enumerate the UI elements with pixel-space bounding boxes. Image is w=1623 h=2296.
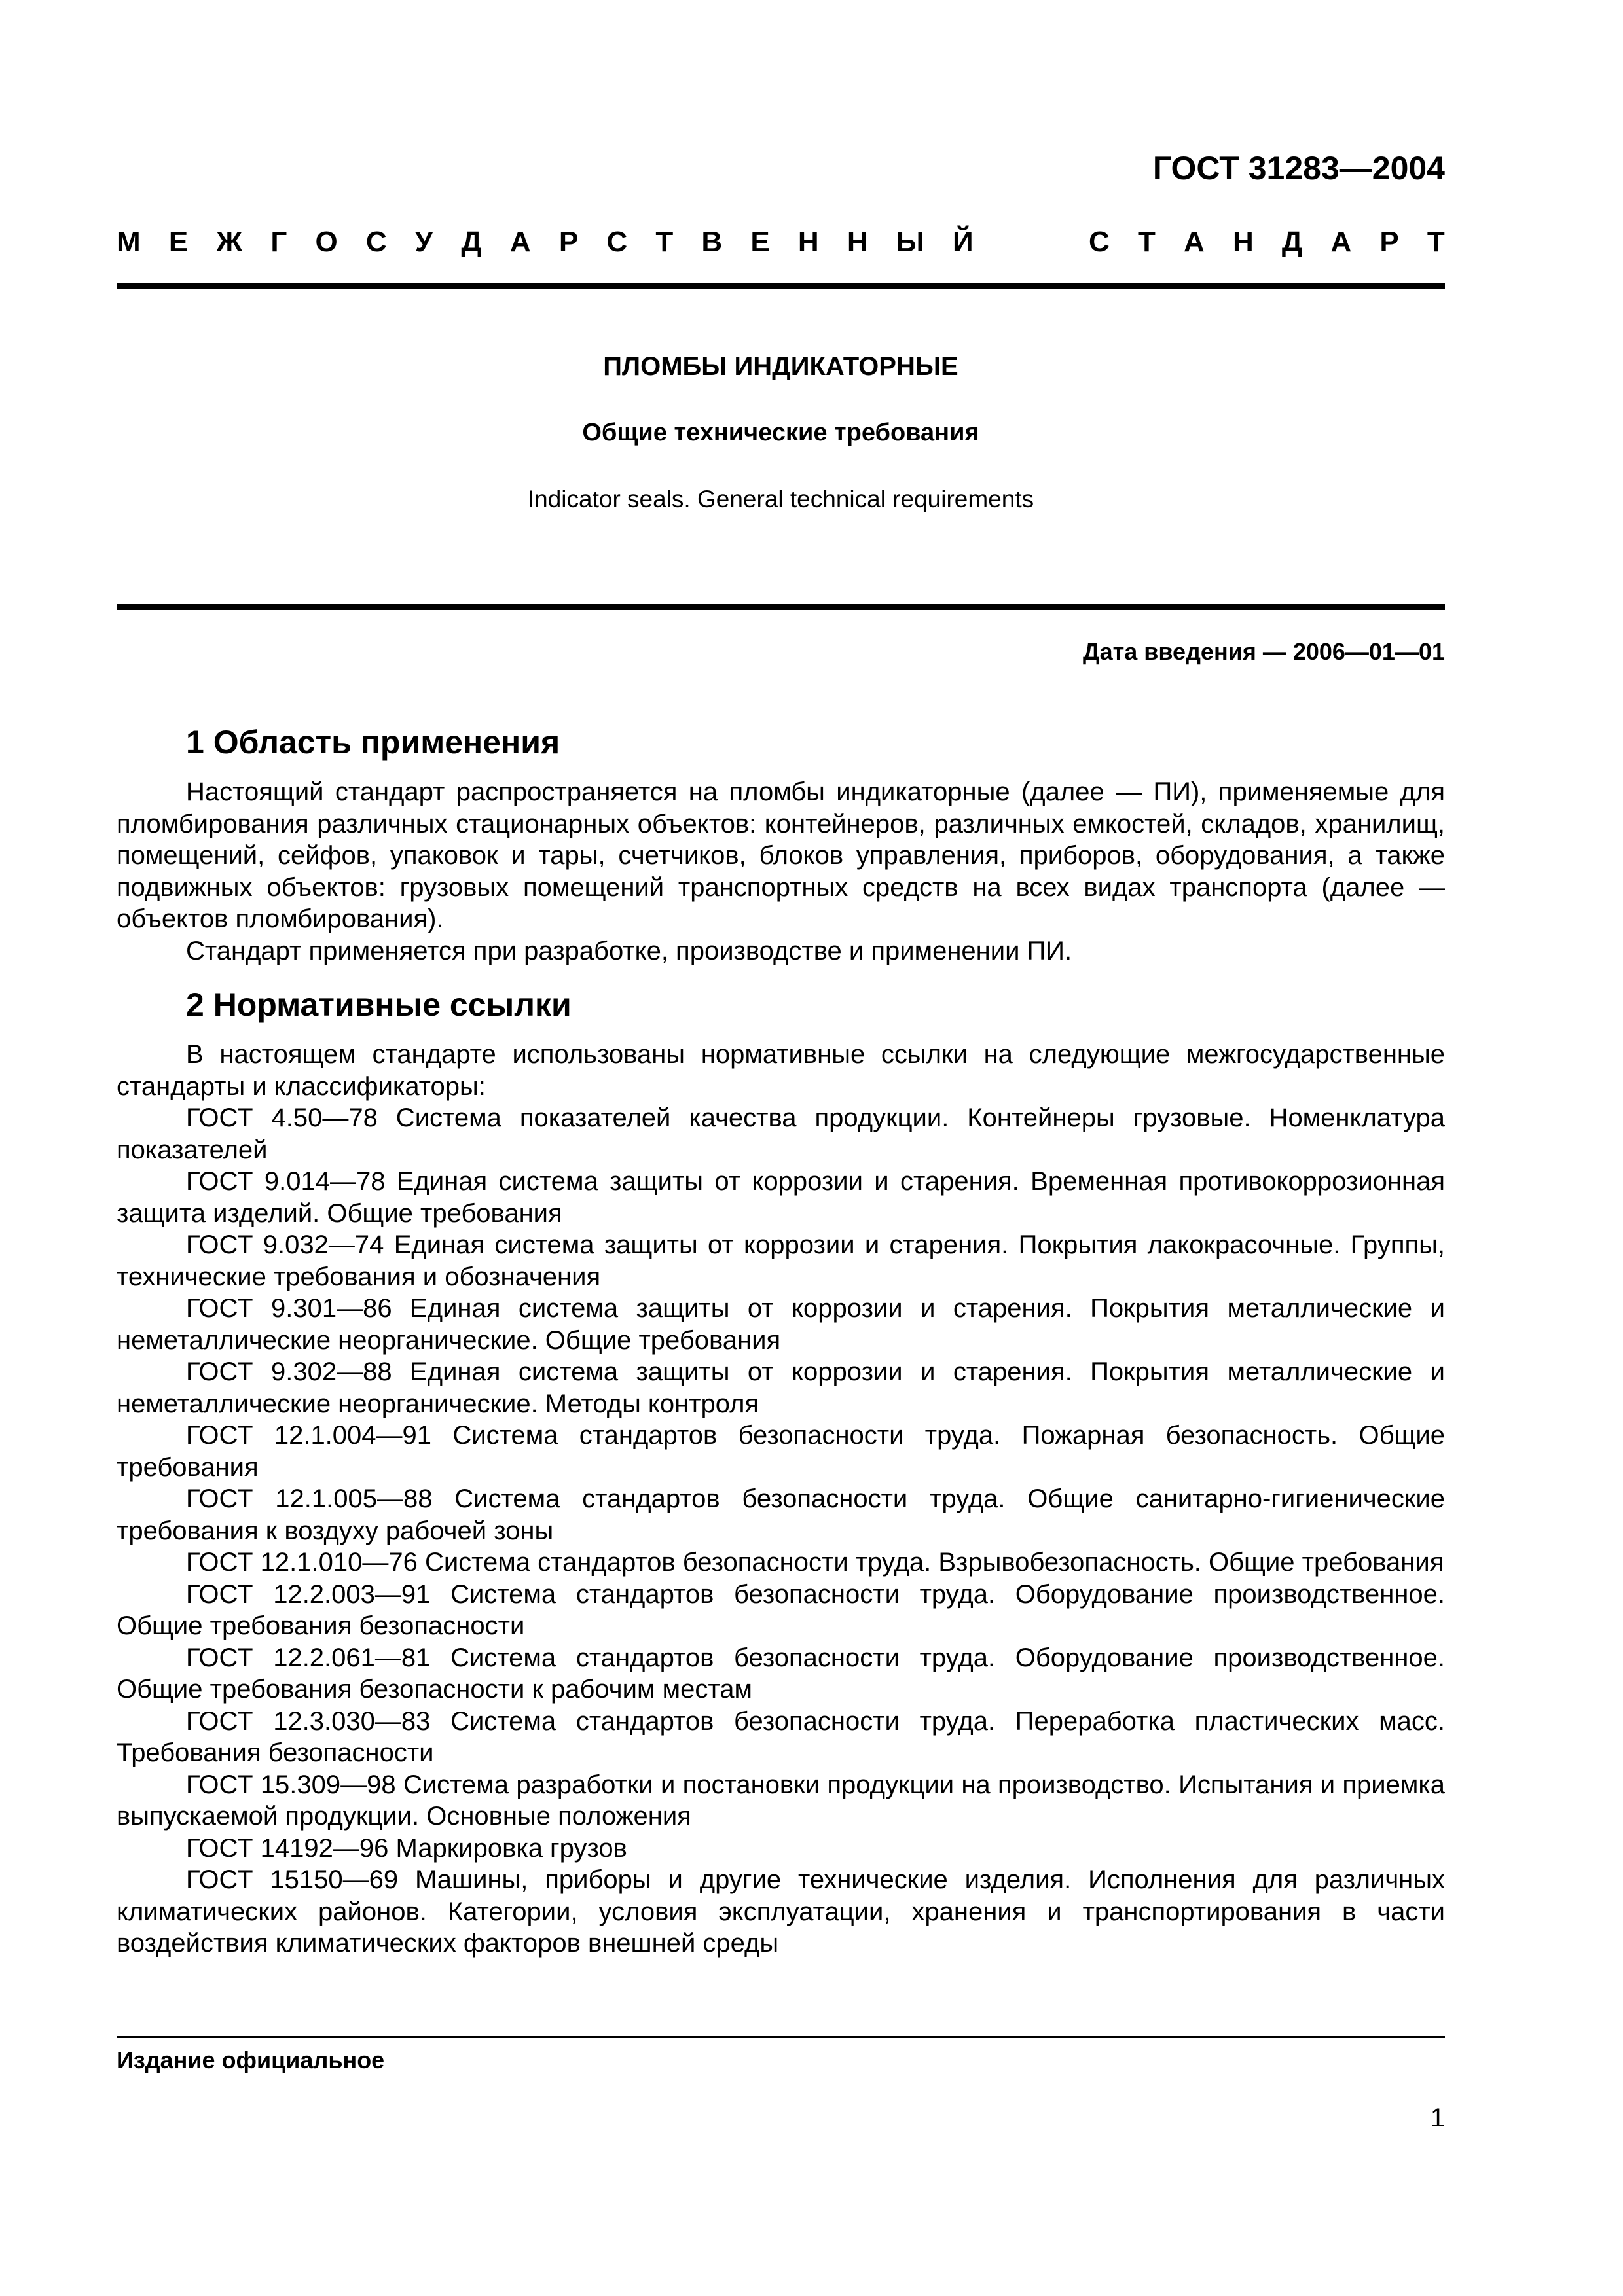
standard-type-letter: О	[315, 226, 338, 258]
footer-divider	[117, 2036, 1445, 2038]
standard-type-letter: Е	[168, 226, 189, 258]
section-heading-scope: 1 Область применения	[186, 724, 560, 761]
reference-item: ГОСТ 12.1.005—88 Система стандартов безопасности труда. Общие санитарно-гигиенические требования к воздуху рабочей зоны	[117, 1484, 1445, 1545]
standard-type-letter: М	[117, 226, 141, 258]
standard-type-letter: Г	[270, 226, 287, 258]
standard-type-letter: Р	[558, 226, 579, 258]
standard-type-letter: Т	[655, 226, 674, 258]
reference-item: ГОСТ 12.1.010—76 Система стандартов безопасности труда. Взрывобезопасность. Общие требования	[186, 1548, 1444, 1577]
section-heading-normative-references: 2 Нормативные ссылки	[186, 986, 572, 1023]
paragraph: В настоящем стандарте использованы нормативные ссылки на следующие межгосударственные стандарты и классификаторы:	[117, 1040, 1445, 1101]
reference-item: ГОСТ 9.301—86 Единая система защиты от коррозии и старения. Покрытия металлические и неметаллические неорганические. Общие требования	[117, 1294, 1445, 1355]
official-edition-label: Издание официальное	[117, 2047, 385, 2073]
reference-item: ГОСТ 14192—96 Маркировка грузов	[186, 1833, 627, 1863]
document-subtitle: Общие технические требования	[582, 419, 979, 446]
word-gap	[1002, 226, 1061, 259]
reference-item: ГОСТ 12.2.003—91 Система стандартов безопасности труда. Оборудование производственное. Общие требования безопасности	[117, 1579, 1445, 1640]
standard-type-letter: А	[1184, 226, 1205, 258]
standard-type-letter: Й	[953, 226, 974, 258]
standard-type-letter: В	[701, 226, 723, 258]
standard-type-letter: Р	[1379, 226, 1399, 258]
standard-type-letter: А	[509, 226, 531, 258]
standard-type-letter: Н	[847, 226, 868, 258]
title-divider	[117, 604, 1445, 610]
standard-type-letter: Т	[1427, 226, 1445, 258]
reference-item: ГОСТ 9.014—78 Единая система защиты от коррозии и старения. Временная противокоррозионная защита изделий. Общие требования	[117, 1167, 1445, 1228]
standard-type-letter: А	[1330, 226, 1352, 258]
reference-item: ГОСТ 12.1.004—91 Система стандартов безопасности труда. Пожарная безопасность. Общие требования	[117, 1421, 1445, 1482]
standard-type-letter: Е	[750, 226, 770, 258]
introduction-date: Дата введения — 2006—01—01	[1082, 638, 1445, 665]
standard-type-letter: Ы	[896, 226, 924, 258]
reference-item: ГОСТ 15.309—98 Система разработки и постановки продукции на производство. Испытания и приемка выпускаемой продукции. Основные положения	[117, 1770, 1445, 1831]
standard-type-heading	[117, 226, 1445, 259]
reference-item: ГОСТ 15150—69 Машины, приборы и другие технические изделия. Исполнения для различных климатических районов. Категории, условия эксплуатации, хранения и транспортирования в части воздействия климатических факторов внешней среды	[117, 1865, 1445, 1958]
document-title: ПЛОМБЫ ИНДИКАТОРНЫЕ	[603, 352, 958, 381]
standard-type-letter: Д	[1281, 226, 1303, 258]
standard-code: ГОСТ 31283—2004	[1152, 150, 1445, 187]
standard-type-letter: Н	[1232, 226, 1254, 258]
page-number: 1	[1430, 2104, 1445, 2132]
document-body	[117, 721, 1445, 1960]
standard-type-letter: У	[414, 226, 433, 258]
standard-type-letter: С	[1088, 226, 1110, 258]
reference-item: ГОСТ 12.2.061—81 Система стандартов безопасности труда. Оборудование производственное. Общие требования безопасности к рабочим местам	[117, 1643, 1445, 1704]
reference-item: ГОСТ 4.50—78 Система показателей качества продукции. Контейнеры грузовые. Номенклатура показателей	[117, 1103, 1445, 1164]
reference-item: ГОСТ 12.3.030—83 Система стандартов безопасности труда. Переработка пластических масс. Требования безопасности	[117, 1706, 1445, 1767]
standard-type-letter: Д	[461, 226, 482, 258]
document-title-english: Indicator seals. General technical requirements	[527, 486, 1034, 512]
standard-type-letter: С	[606, 226, 628, 258]
standard-type-letter: Н	[797, 226, 819, 258]
standard-type-letter: Ж	[216, 226, 243, 258]
standard-type-letter: С	[365, 226, 387, 258]
paragraph: Стандарт применяется при разработке, производстве и применении ПИ.	[186, 936, 1072, 965]
reference-item: ГОСТ 9.032—74 Единая система защиты от коррозии и старения. Покрытия лакокрасочные. Группы, технические требования и обозначения	[117, 1230, 1445, 1291]
reference-item: ГОСТ 9.302—88 Единая система защиты от коррозии и старения. Покрытия металлические и неметаллические неорганические. Методы контроля	[117, 1357, 1445, 1418]
standard-type-letter: Т	[1137, 226, 1156, 258]
paragraph: Настоящий стандарт распространяется на пломбы индикаторные (далее — ПИ), применяемые для пломбирования различных стационарных объектов: контейнеров, различных емкостей, складов, хранилищ, помещений, сейфов, упаковок и тары, счетчиков, блоков управления, приборов, оборудования, а также подвижных объектов: грузовых помещений транспортных средств на всех видах транспорта (далее — объектов пломбирования).	[117, 778, 1445, 933]
header-divider	[117, 283, 1445, 289]
